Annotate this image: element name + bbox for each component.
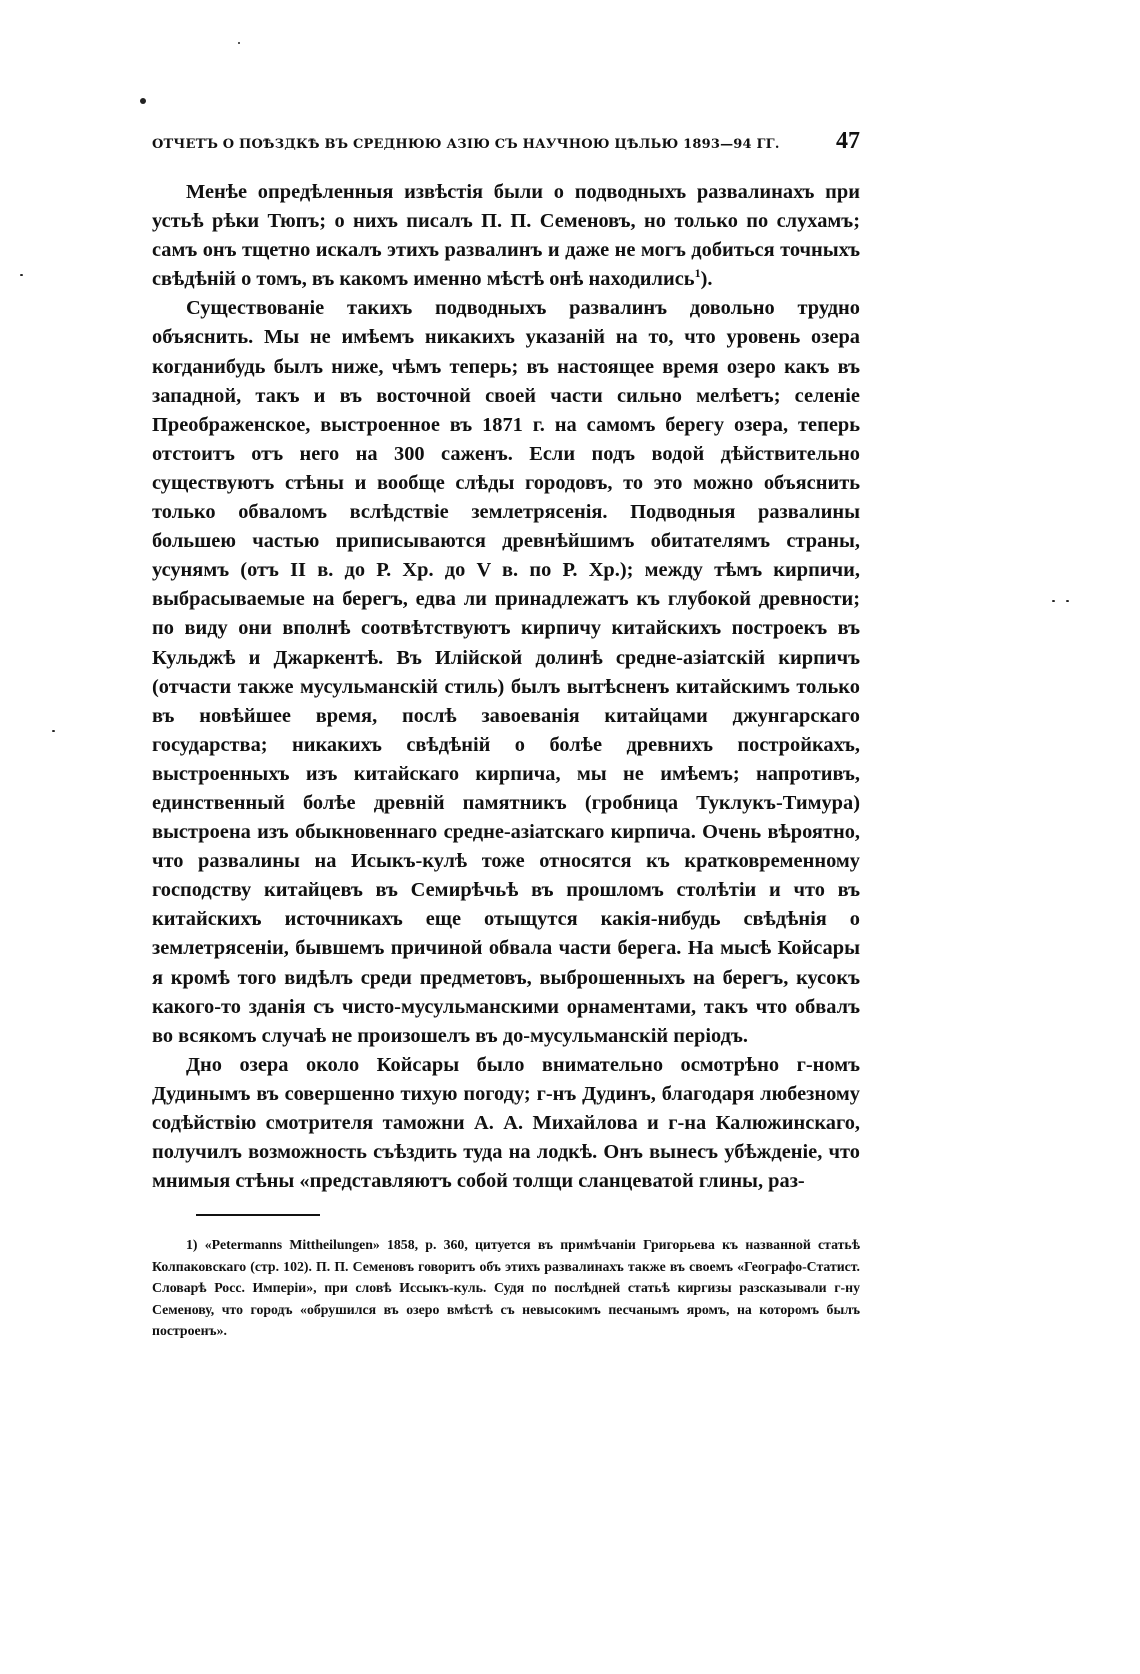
scan-speck <box>140 98 146 104</box>
scan-speck <box>1052 600 1055 602</box>
footnote-divider <box>196 1214 320 1216</box>
paragraph: Существованіе такихъ подводныхъ развалинъ довольно трудно объяснить. Мы не имѣемъ никакихъ указаній на то, что уровень озера когданибудь былъ ниже, чѣмъ теперь; въ настоящее время озеро какъ въ западной, такъ и въ восточной своей части сильно мелѣетъ; селеніе Преображенское, выстроенное въ 1871 г. на самомъ берегу озера, теперь отстоитъ отъ него на 300 саженъ. Если подъ водой дѣйствительно существуютъ стѣны и вообще слѣды городовъ, то это можно объяснить только обваломъ вслѣдствіе землетрясенія. Подводныя развалины большею частью приписываются древнѣйшимъ обитателямъ страны, усунямъ (отъ II в. до Р. Хр. до V в. по Р. Хр.); между тѣмъ кирпичи, выбрасываемые на берегъ, едва ли принадлежатъ къ глубокой древности; по виду они вполнѣ соотвѣтствуютъ кирпичу китайскихъ построекъ въ Кульджѣ и Джаркентѣ. Въ Илійской долинѣ средне-азіатскій кирпичъ (отчасти также мусульманскій стиль) былъ вытѣсненъ китайскимъ только въ новѣйшее время, послѣ завоеванія китайцами джунгарскаго государства; никакихъ свѣдѣній о болѣе древнихъ постройкахъ, выстроенныхъ изъ китайскаго кирпича, мы не имѣемъ; напротивъ, единственный болѣе древній памятникъ (гробница Туклукъ-Тимура) выстроена изъ обыкновеннаго средне-азіатскаго кирпича. Очень вѣроятно, что развалины на Исыкъ-кулѣ тоже относятся къ кратковременному господству китайцевъ въ Семирѣчьѣ въ прошломъ столѣтіи и что въ китайскихъ источникахъ еще отыщутся какія-нибудь свѣдѣнія о землетрясеніи, бывшемъ причиной обвала части берега. На мысѣ Койсары я кромѣ того видѣлъ среди предметовъ, выброшенныхъ на берегъ, кусокъ какого-то зданія съ чисто-мусульманскими орнаментами, такъ что обвалъ во всякомъ случаѣ не произошелъ въ до-мусульманскій періодъ. <box>152 297 860 1047</box>
paragraph-text: Менѣе опредѣленныя извѣстія были о подводныхъ развалинахъ при устьѣ рѣки Тюпъ; о нихъ писалъ П. П. Семеновъ, но только по слухамъ; самъ онъ тщетно искалъ этихъ развалинъ и даже не могъ добиться точныхъ свѣдѣній о томъ, въ какомъ именно мѣстѣ онѣ находились <box>152 181 860 291</box>
scan-speck <box>52 730 55 732</box>
page-header <box>152 128 860 162</box>
page-number: 47 <box>836 128 860 154</box>
scan-speck <box>20 274 23 276</box>
scan-speck <box>238 42 240 44</box>
paragraph: Дно озера около Койсары было внимательно осмотрѣно г-номъ Дудинымъ въ совершенно тихую погоду; г-нъ Дудинъ, благодаря любезному содѣйствію смотрителя таможни А. А. Михайлова и г-на Калюжинскаго, получилъ возможность съѣздить туда на лодкѣ. Онъ вынесъ убѣжденіе, что мнимыя стѣны «представляютъ собой толщи сланцеватой глины, раз- <box>152 1053 860 1193</box>
body-text <box>152 178 860 1196</box>
footnote-reference: 1 <box>694 266 701 281</box>
scan-speck <box>1066 600 1069 602</box>
footnote-text: 1) «Petermanns Mittheilungen» 1858, p. 360, цитуется въ примѣчаніи Григорьева къ названной статьѣ Колпаковскаго (стр. 102). П. П. Семеновъ говоритъ объ этихъ развалинахъ также въ своемъ «Географо-Статист. Словарѣ Росс. Имперіи», при словѣ Иссыкъ-куль. Судя по послѣдней статьѣ киргизы разсказывали г-ну Семенову, что городъ «обрушился въ озеро вмѣстѣ съ невысокимъ песчанымъ яромъ, на которомъ былъ построенъ». <box>152 1237 860 1339</box>
running-title: ОТЧЕТЪ О ПОѢЗДКѢ ВЪ СРЕДНЮЮ АЗІЮ СЪ НАУЧНОЮ ЦѢЛЬЮ 1893—94 ГГ. <box>152 137 780 152</box>
paragraph <box>152 178 860 294</box>
footnote <box>152 1234 860 1342</box>
paragraph-text-end: ). <box>700 268 713 291</box>
